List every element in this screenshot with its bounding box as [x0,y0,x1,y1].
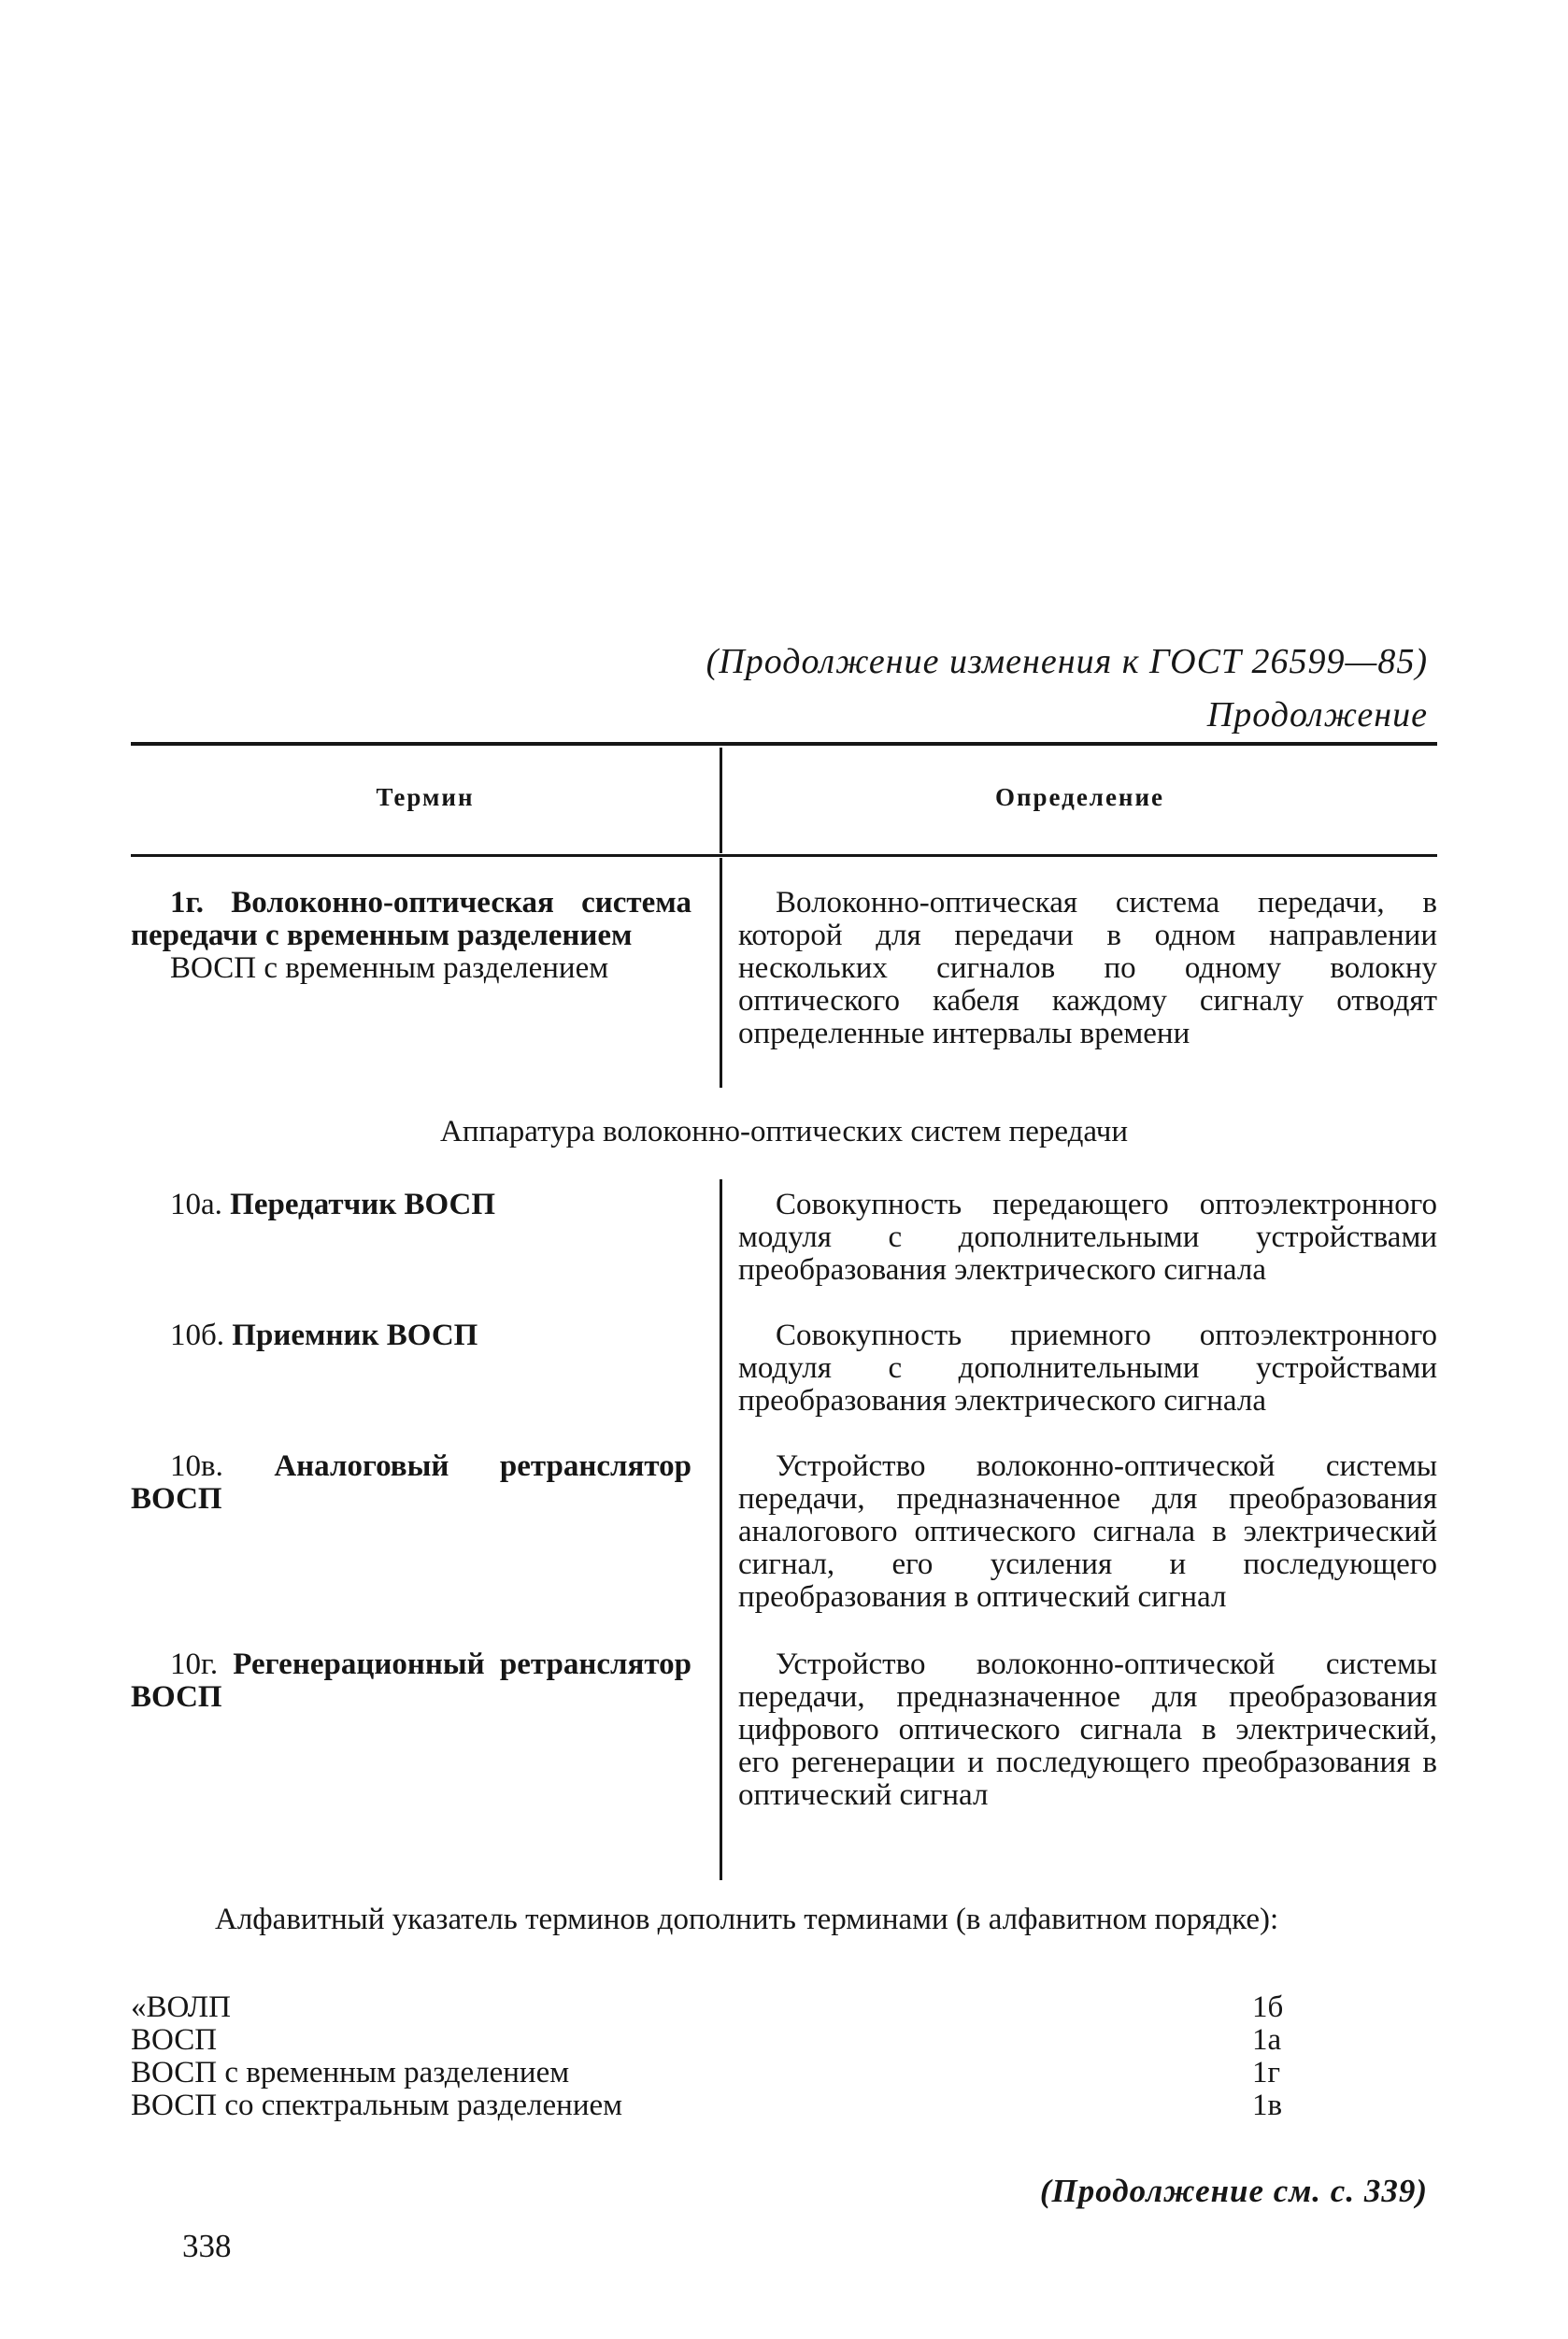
term-number: 10в. [170,1449,223,1483]
index-item [131,2089,1346,2122]
term-cell [131,1648,691,1714]
term-name: Аналоговый ретранслятор ВОСП [131,1449,691,1516]
table-top-rule [131,742,1437,746]
definition-cell [738,1189,1437,1287]
column-header-term: Термин [376,783,475,811]
table-header-rule [131,854,1437,857]
term-name: Регенерационный ретранслятор ВОСП [131,1647,691,1714]
table-column-divider [720,858,722,1088]
index-item [131,2057,1346,2089]
definition-cell [738,1319,1437,1418]
index-code: 1а [1252,2023,1282,2057]
index-term: «ВОЛП [131,1990,231,2024]
term-abbreviation: ВОСП с временным разделением [170,951,609,985]
term-text [131,1648,691,1714]
index-term: ВОСП с временным разделением [131,2056,570,2089]
term-cell [131,887,691,985]
continuation-footer: (Продолжение см. с. 339) [1039,2173,1428,2209]
index-term: ВОСП [131,2023,218,2057]
index-code: 1б [1252,1990,1284,2024]
term-text: 1г. Волоконно-оптическая система передачи с временным разделением [131,886,691,952]
index-item [131,1991,1346,2024]
term-name: Приемник ВОСП [232,1319,478,1352]
term-cell [131,1319,691,1352]
index-item [131,2024,1346,2057]
page-number: 338 [182,2228,232,2264]
table-column-divider [720,1179,722,1880]
term-text [131,1189,691,1221]
term-text [131,1450,691,1516]
term-number: 10а. [170,1188,222,1221]
index-list [131,1991,1346,2122]
term-name: Передатчик ВОСП [230,1188,496,1221]
definition-text: Устройство волоконно-оптической системы передачи, предназначенное для преобразования аналогового оптического сигнала в электрический сигнал, его усиления и последующего преобразования в оптический сигнал [738,1449,1437,1614]
continuation-header: (Продолжение изменения к ГОСТ 26599—85) [706,642,1428,681]
definition-text: Совокупность приемного оптоэлектронного модуля с дополнительными устройствами преобразования электрического сигнала [738,1319,1437,1418]
definition-text: Устройство волоконно-оптической системы передачи, предназначенное для преобразования цифрового оптического сигнала в электрический, его регенерации и последующего преобразования в оптический сигнал [738,1647,1437,1812]
index-intro: Алфавитный указатель терминов дополнить терминами (в алфавитном порядке): [215,1903,1279,1936]
definition-cell [738,887,1437,1050]
term-cell [131,1450,691,1516]
term-cell [131,1189,691,1221]
index-code: 1в [1252,2089,1283,2122]
section-title: Аппаратура волоконно-оптических систем передачи [440,1115,1128,1148]
definition-text: Совокупность передающего оптоэлектронного модуля с дополнительными устройствами преобразования электрического сигнала [738,1188,1437,1287]
definition-text: Волоконно-оптическая система передачи, в которой для передачи в одном направлении нескольких сигналов по одному волокну оптического кабеля каждому сигналу отводят определенные интервалы времени [738,886,1437,1050]
column-header-definition: Определение [994,783,1165,811]
definition-cell [738,1450,1437,1614]
term-text [131,1319,691,1352]
index-code: 1г [1252,2056,1281,2089]
continuation-subheader: Продолжение [1206,695,1428,735]
definition-cell [738,1648,1437,1812]
term-number: 10б. [170,1319,225,1352]
term-number: 10г. [170,1647,219,1681]
index-term: ВОСП со спектральным разделением [131,2089,623,2122]
